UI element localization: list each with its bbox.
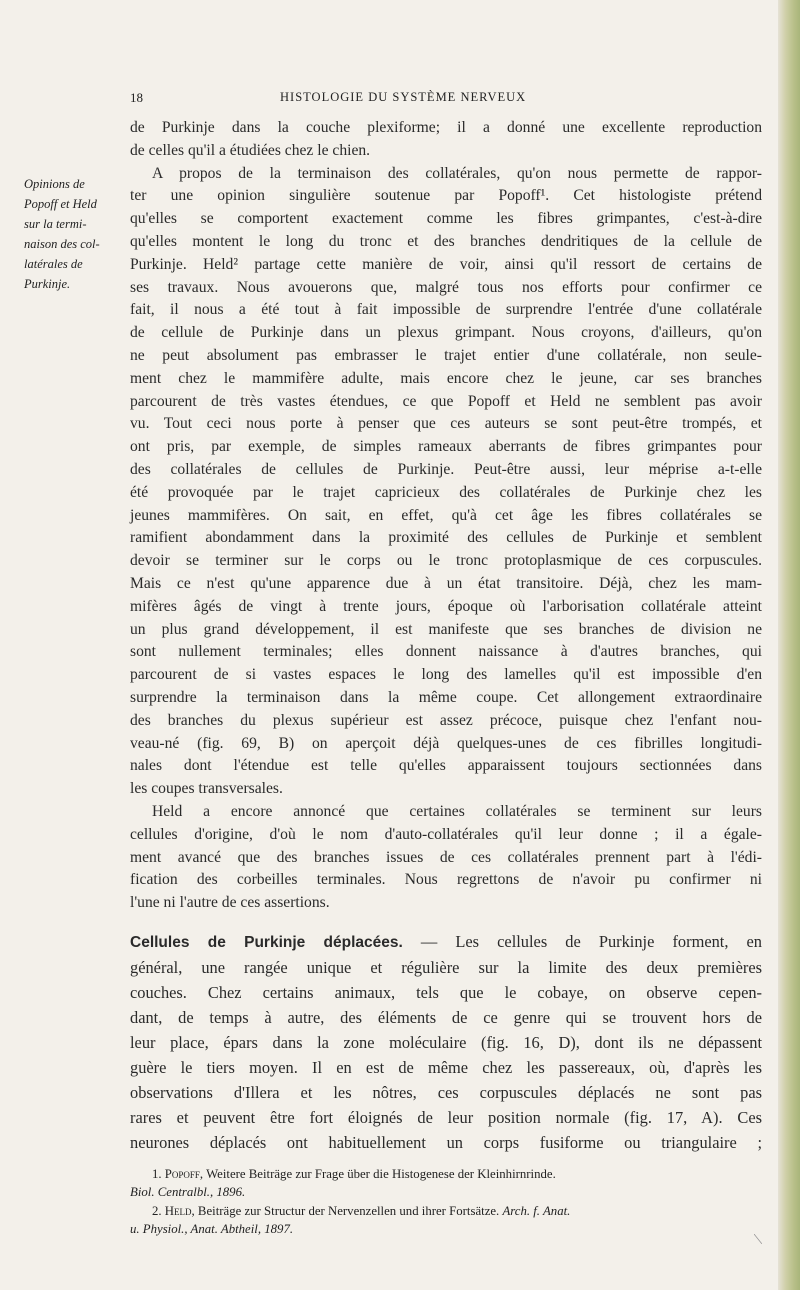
page-number: 18 xyxy=(130,90,143,105)
main-text xyxy=(130,117,762,1239)
text-line: couches. Chez certains animaux, tels que le cobaye, on observe cepen- xyxy=(130,982,762,1002)
footnote-1-source: Biol. Centralbl., 1896. xyxy=(130,1185,246,1200)
text-line: dant, de temps à autre, des éléments de ce genre qui se trouvent hors de xyxy=(130,1007,762,1027)
pencil-mark-icon xyxy=(754,1234,762,1244)
text-line: ont pris, par exemple, de simples rameaux aberrants de fibres grimpantes pour xyxy=(130,438,762,456)
margin-note-line: naison des col- xyxy=(24,237,100,251)
margin-note-line: latérales de xyxy=(24,257,83,271)
text-line: parcourent de si vastes espaces le long des lamelles qu'il est impossible d'en xyxy=(130,666,762,684)
page-edge xyxy=(778,0,800,1290)
section-title: Cellules de Purkinje déplacées. xyxy=(130,933,403,951)
text-line: nales dont l'étendue est telle qu'elles apparaissent toujours sectionnées dans xyxy=(130,757,762,775)
text-line: A propos de la terminaison des collatérales, qu'on nous permette de rappor- xyxy=(152,164,762,182)
section-first-line xyxy=(130,929,762,955)
text-line: ne peut absolument pas embrasser le trajet entier d'une collatérale, non seule- xyxy=(130,346,762,364)
margin-note xyxy=(24,174,120,294)
footnote-1-text: Weitere Beiträge zur Frage über die Histogenese der Kleinhirnrinde. xyxy=(203,1166,556,1181)
footnote-2-source: u. Physiol., Anat. Abtheil, 1897. xyxy=(130,1222,294,1237)
text-line: sont nullement terminales; elles donnent naissance à d'autres branches, qui xyxy=(130,643,762,661)
text-line: cellules d'origine, d'où le nom d'auto-collatérales qu'il leur donne ; il a égale- xyxy=(130,825,762,843)
text-line: observations d'Illera et les nôtres, ces corpuscules déplacés ne sont pas xyxy=(130,1082,762,1102)
text-line: surprendre la terminaison dans la même coupe. Cet allongement extraordinaire xyxy=(130,688,762,706)
footnote-1-author: 1. Popoff, xyxy=(152,1166,204,1181)
section-displaced-cells xyxy=(130,929,762,1155)
paragraph-1 xyxy=(130,117,762,163)
text-line: Mais ce n'est qu'une apparence due à un état transitoire. Déjà, chez les mam- xyxy=(130,574,762,592)
footnote-2-journal: Arch. f. Anat. xyxy=(502,1203,571,1218)
text-line: ter une opinion singulière soutenue par Popoff¹. Cet histologiste prétend xyxy=(130,187,762,205)
footnote-1 xyxy=(130,1165,762,1183)
text-line: de Purkinje dans la couche plexiforme; il a donné une excellente reproduction xyxy=(130,119,762,136)
text-line: général, une rangée unique et régulière sur la limite des deux premières xyxy=(130,957,762,977)
text-line: des branches du plexus supérieur est assez précoce, puisque chez l'enfant nou- xyxy=(130,711,762,729)
text-line: l'une ni l'autre de ces assertions. xyxy=(130,894,330,912)
footnote-2-author: 2. Held, xyxy=(152,1203,195,1218)
text-line: veau-né (fig. 69, B) on aperçoit déjà quelques-unes de ces fibrilles longitudi- xyxy=(130,734,762,752)
page-header xyxy=(0,90,800,110)
text-line: mifères âgés de vingt à trente jours, époque où l'arborisation collatérale atteint xyxy=(130,597,762,615)
text-line: de celles qu'il a étudiées chez le chien. xyxy=(130,141,371,159)
text-line: ment avancé que des branches issues de ces collatérales prennent part à l'édi- xyxy=(130,848,762,866)
text-line: parcourent de très vastes étendues, ce que Popoff et Held ne semblent pas avoir xyxy=(130,392,762,410)
text-line: — Les cellules de Purkinje forment, en xyxy=(402,931,762,951)
text-line: Held a encore annoncé que certaines collatérales se terminent sur leurs xyxy=(152,802,762,820)
text-line: des collatérales de cellules de Purkinje. Peut-être aussi, leur méprise a-t-elle xyxy=(130,460,762,478)
running-title: HISTOLOGIE DU SYSTÈME NERVEUX xyxy=(280,90,527,104)
paragraph-3 xyxy=(130,801,762,915)
text-line: neurones déplacés ont habituellement un corps fusiforme ou triangulaire ; xyxy=(130,1132,762,1152)
text-line: leur place, épars dans la zone moléculaire (fig. 16, D), dont ils ne dépassent xyxy=(130,1032,762,1052)
text-line: ramifient abondamment dans la proximité des cellules de Purkinje et semblent xyxy=(130,529,762,547)
text-line: un plus grand développement, il est manifeste que ses branches de division ne xyxy=(130,620,762,638)
text-line: jeunes mammifères. On sait, en effet, qu'à cet âge les fibres collatérales se xyxy=(130,506,762,524)
text-line: de cellule de Purkinje dans un plexus grimpant. Nous croyons, d'ailleurs, qu'on xyxy=(130,324,762,342)
footnote-2 xyxy=(130,1202,762,1220)
text-line: fication des corbeilles terminales. Nous regrettons de n'avoir pu confirmer ni xyxy=(130,871,762,889)
text-line: ses travaux. Nous avouerons que, malgré tous nos efforts pour confirmer ce xyxy=(130,278,762,296)
margin-note-line: Popoff et Held xyxy=(24,197,97,211)
section-paragraph xyxy=(130,929,762,1155)
margin-note-line: Opinions de xyxy=(24,177,85,191)
text-line: vu. Tout ceci nous porte à penser que ces auteurs se sont peut-être trompés, et xyxy=(130,415,762,433)
text-line: qu'elles montent le long du tronc et des branches dendritiques de la cellule de xyxy=(130,232,762,250)
text-line: fait, il nous a été tout à fait impossible de surprendre l'entrée d'une collatérale xyxy=(130,301,762,319)
footnote-2-text: Beiträge zur Structur der Nervenzellen und ihrer Fortsätze. xyxy=(194,1203,503,1218)
text-line: Purkinje. Held² partage cette manière de voir, ainsi qu'il ressort de certains de xyxy=(130,255,762,273)
text-line: ment chez le mammifère adulte, mais encore chez le jeune, car ses branches xyxy=(130,369,762,387)
text-line: les coupes transversales. xyxy=(130,780,283,798)
margin-note-line: sur la termi- xyxy=(24,217,87,231)
text-line: rares et peuvent être fort éloignés de leur position normale (fig. 17, A). Ces xyxy=(130,1107,762,1127)
margin-note-line: Purkinje. xyxy=(24,277,71,291)
text-line: devoir se terminer sur le corps ou le tronc protoplasmique de ces corpuscules. xyxy=(130,552,762,570)
paragraph-2 xyxy=(130,163,762,801)
text-line: qu'elles se comportent exactement comme les fibres grimpantes, c'est-à-dire xyxy=(130,210,762,228)
footnotes xyxy=(130,1165,762,1239)
text-line: été provoquée par le trajet capricieux des collatérales de Purkinje chez les xyxy=(130,483,762,501)
text-line: guère le tiers moyen. Il en est de même chez les passereaux, où, d'après les xyxy=(130,1057,762,1077)
